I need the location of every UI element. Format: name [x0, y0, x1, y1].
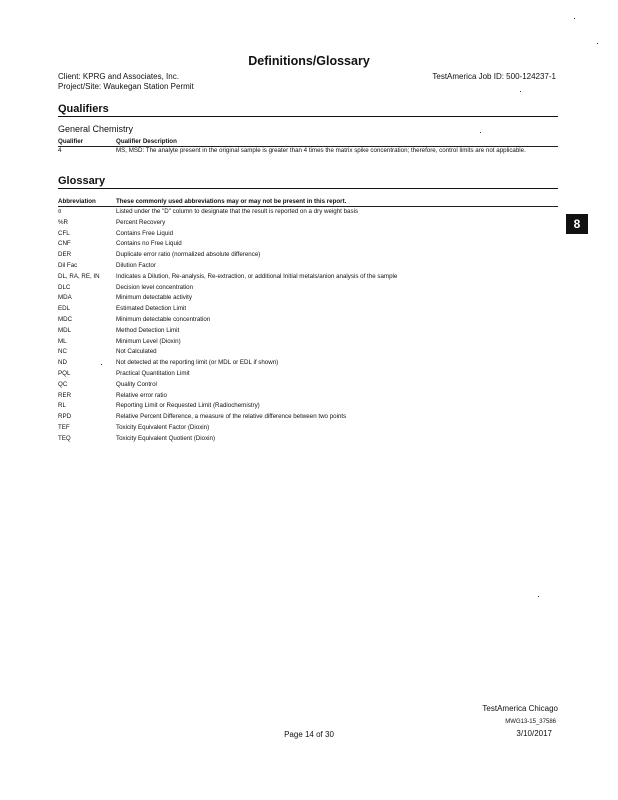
abbreviation-meaning: Contains no Free Liquid	[116, 240, 182, 248]
abbreviation: TEF	[58, 423, 70, 431]
abbreviation-meaning: Minimum Level (Dioxin)	[116, 337, 181, 345]
scan-speck	[101, 364, 102, 365]
scan-speck	[574, 18, 575, 19]
table-row	[58, 284, 558, 295]
abbreviation: PQL	[58, 369, 71, 377]
report-date: 3/10/2017	[516, 729, 552, 738]
abbreviation: %R	[58, 218, 68, 226]
abbreviation-meaning: Not Calculated	[116, 348, 157, 356]
scan-speck	[597, 43, 598, 44]
table-row	[58, 305, 558, 316]
abbreviation-meaning: Method Detection Limit	[116, 326, 180, 334]
glossary-header-rule	[58, 206, 558, 207]
abbreviation: QC	[58, 380, 68, 388]
abbreviation: RER	[58, 391, 72, 399]
scan-speck	[520, 91, 521, 92]
table-row	[58, 402, 558, 413]
table-row	[58, 240, 558, 251]
abbreviation: RPD	[58, 413, 72, 421]
abbreviation-meaning: Relative Percent Difference, a measure of the relative difference between two points	[116, 413, 347, 421]
project-site: Project/Site: Waukegan Station Permit	[58, 82, 194, 91]
abbreviation-meaning: Minimum detectable activity	[116, 294, 192, 302]
qualifiers-heading: Qualifiers	[58, 103, 109, 115]
table-row	[58, 327, 558, 338]
table-row	[58, 230, 558, 241]
abbreviation-meaning: Reporting Limit or Requested Limit (Radiochemistry)	[116, 402, 260, 410]
abbreviation: ND	[58, 359, 67, 367]
abbreviation: MDL	[58, 326, 72, 334]
scan-speck	[480, 132, 481, 133]
table-row	[58, 435, 558, 446]
glossary-rule	[58, 188, 558, 189]
abbreviation: ML	[58, 337, 67, 345]
table-row	[58, 359, 558, 370]
abbreviation: DLC	[58, 283, 71, 291]
abbreviation-meaning: Duplicate error ratio (normalized absolute difference)	[116, 251, 261, 259]
abbreviation-meaning: Practical Quantitation Limit	[116, 369, 190, 377]
table-row	[58, 338, 558, 349]
abbreviation: CNF	[58, 240, 71, 248]
lab-name: TestAmerica Chicago	[482, 704, 558, 713]
client-name: Client: KPRG and Associates, Inc.	[58, 72, 179, 81]
qualifiers-subheading: General Chemistry	[58, 124, 134, 134]
glossary-heading: Glossary	[58, 175, 106, 187]
table-row	[58, 262, 558, 273]
abbreviation: EDL	[58, 305, 71, 313]
table-row	[58, 219, 558, 230]
qualifier-description-column-header: Qualifier Description	[116, 138, 177, 145]
table-row	[58, 273, 558, 284]
abbreviation: MDA	[58, 294, 72, 302]
qualifiers-rule	[58, 116, 558, 117]
table-row	[58, 381, 558, 392]
page-number: Page 14 of 30	[284, 730, 334, 739]
qualifier-code: 4	[58, 147, 62, 154]
table-row	[58, 251, 558, 262]
abbreviation: Dil Fac	[58, 261, 78, 269]
section-tab: 8	[566, 214, 588, 234]
page-title: Definitions/Glossary	[248, 54, 370, 68]
abbreviation-meaning: Decision level concentration	[116, 283, 194, 291]
abbreviation: ¤	[58, 208, 62, 215]
abbreviation: TEQ	[58, 434, 71, 442]
scan-speck	[538, 596, 539, 597]
table-row	[58, 208, 558, 219]
qualifier-description: MS, MSD: The analyte present in the original sample is greater than 4 times the matrix spike concentration; therefore, control limits are not applicable.	[116, 147, 526, 154]
glossary-description-column-header: These commonly used abbreviations may or may not be present in this report.	[116, 198, 347, 205]
table-row	[58, 424, 558, 435]
document-code: MWG13-15_37586	[505, 719, 556, 725]
abbreviation-column-header: Abbreviation	[58, 198, 96, 205]
table-row	[58, 413, 558, 424]
table-row	[58, 294, 558, 305]
abbreviation: RL	[58, 402, 66, 410]
table-row	[58, 348, 558, 359]
abbreviation-meaning: Estimated Detection Limit	[116, 305, 187, 313]
abbreviation: CFL	[58, 229, 70, 237]
glossary-table	[58, 208, 558, 446]
job-id: TestAmerica Job ID: 500-124237-1	[432, 72, 556, 81]
abbreviation-meaning: Relative error ratio	[116, 391, 167, 399]
abbreviation: DER	[58, 251, 72, 259]
abbreviation-meaning: Listed under the "D" column to designate that the result is reported on a dry weight basis	[116, 208, 359, 215]
abbreviation: MDC	[58, 315, 73, 323]
abbreviation-meaning: Toxicity Equivalent Factor (Dioxin)	[116, 423, 210, 431]
abbreviation-meaning: Not detected at the reporting limit (or MDL or EDL if shown)	[116, 359, 279, 367]
abbreviation-meaning: Indicates a Dilution, Re-analysis, Re-extraction, or additional Initial metals/anion analysis of the sample	[116, 272, 398, 280]
abbreviation-meaning: Quality Control	[116, 380, 157, 388]
abbreviation: NC	[58, 348, 67, 356]
table-row	[58, 392, 558, 403]
abbreviation-meaning: Minimum detectable concentration	[116, 315, 211, 323]
table-row	[58, 370, 558, 381]
abbreviation: DL, RA, RE, IN	[58, 272, 100, 280]
abbreviation-meaning: Toxicity Equivalent Quotient (Dioxin)	[116, 434, 216, 442]
abbreviation-meaning: Dilution Factor	[116, 261, 156, 269]
abbreviation-meaning: Percent Recovery	[116, 218, 166, 226]
table-row	[58, 316, 558, 327]
qualifier-column-header: Qualifier	[58, 138, 84, 145]
abbreviation-meaning: Contains Free Liquid	[116, 229, 174, 237]
